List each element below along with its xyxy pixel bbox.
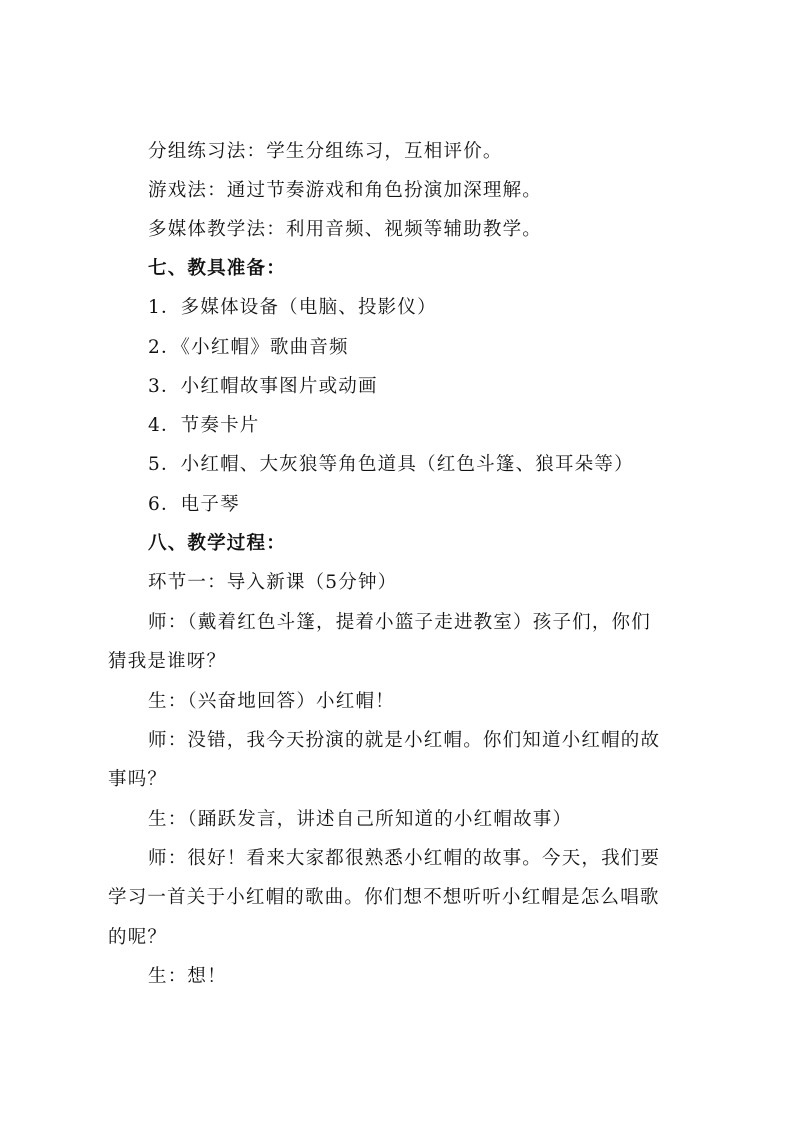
method-game: 游戏法：通过节奏游戏和角色扮演加深理解。: [148, 180, 543, 201]
method-group-practice: 分组练习法：学生分组练习，互相评价。: [148, 141, 503, 162]
list-item: 1．多媒体设备（电脑、投影仪）: [148, 297, 437, 318]
dialogue-line: 生：（兴奋地回答）小红帽！: [148, 691, 395, 712]
dialogue-line: 师：很好！看来大家都很熟悉小红帽的故事。今天，我们要: [148, 848, 661, 869]
list-item: 6．电子琴: [148, 494, 240, 515]
list-item: 4．节奏卡片: [148, 415, 260, 436]
step-1-title: 环节一：导入新课（5分钟）: [148, 572, 398, 593]
dialogue-line: 师：没错，我今天扮演的就是小红帽。你们知道小红帽的故: [148, 730, 661, 751]
section-7-heading: 七、教具准备：: [148, 258, 286, 279]
section-8-heading: 八、教学过程：: [148, 533, 286, 554]
dialogue-line: 生：（踊跃发言，讲述自己所知道的小红帽故事）: [148, 809, 573, 830]
list-item: 2．《小红帽》歌曲音频: [148, 337, 349, 358]
dialogue-line: 学习一首关于小红帽的歌曲。你们想不想听听小红帽是怎么唱歌: [108, 887, 660, 908]
dialogue-line: 事吗？: [108, 769, 168, 790]
list-item: 3．小红帽故事图片或动画: [148, 376, 378, 397]
list-item: 5．小红帽、大灰狼等角色道具（红色斗篷、狼耳朵等）: [148, 454, 634, 475]
dialogue-line: 的呢？: [108, 927, 168, 948]
method-multimedia: 多媒体教学法：利用音频、视频等辅助教学。: [148, 219, 543, 240]
dialogue-line: 猜我是谁呀？: [108, 651, 227, 672]
dialogue-line: 生：想！: [148, 966, 227, 987]
dialogue-line: 师：（戴着红色斗篷，提着小篮子走进教室）孩子们，你们: [148, 612, 651, 633]
